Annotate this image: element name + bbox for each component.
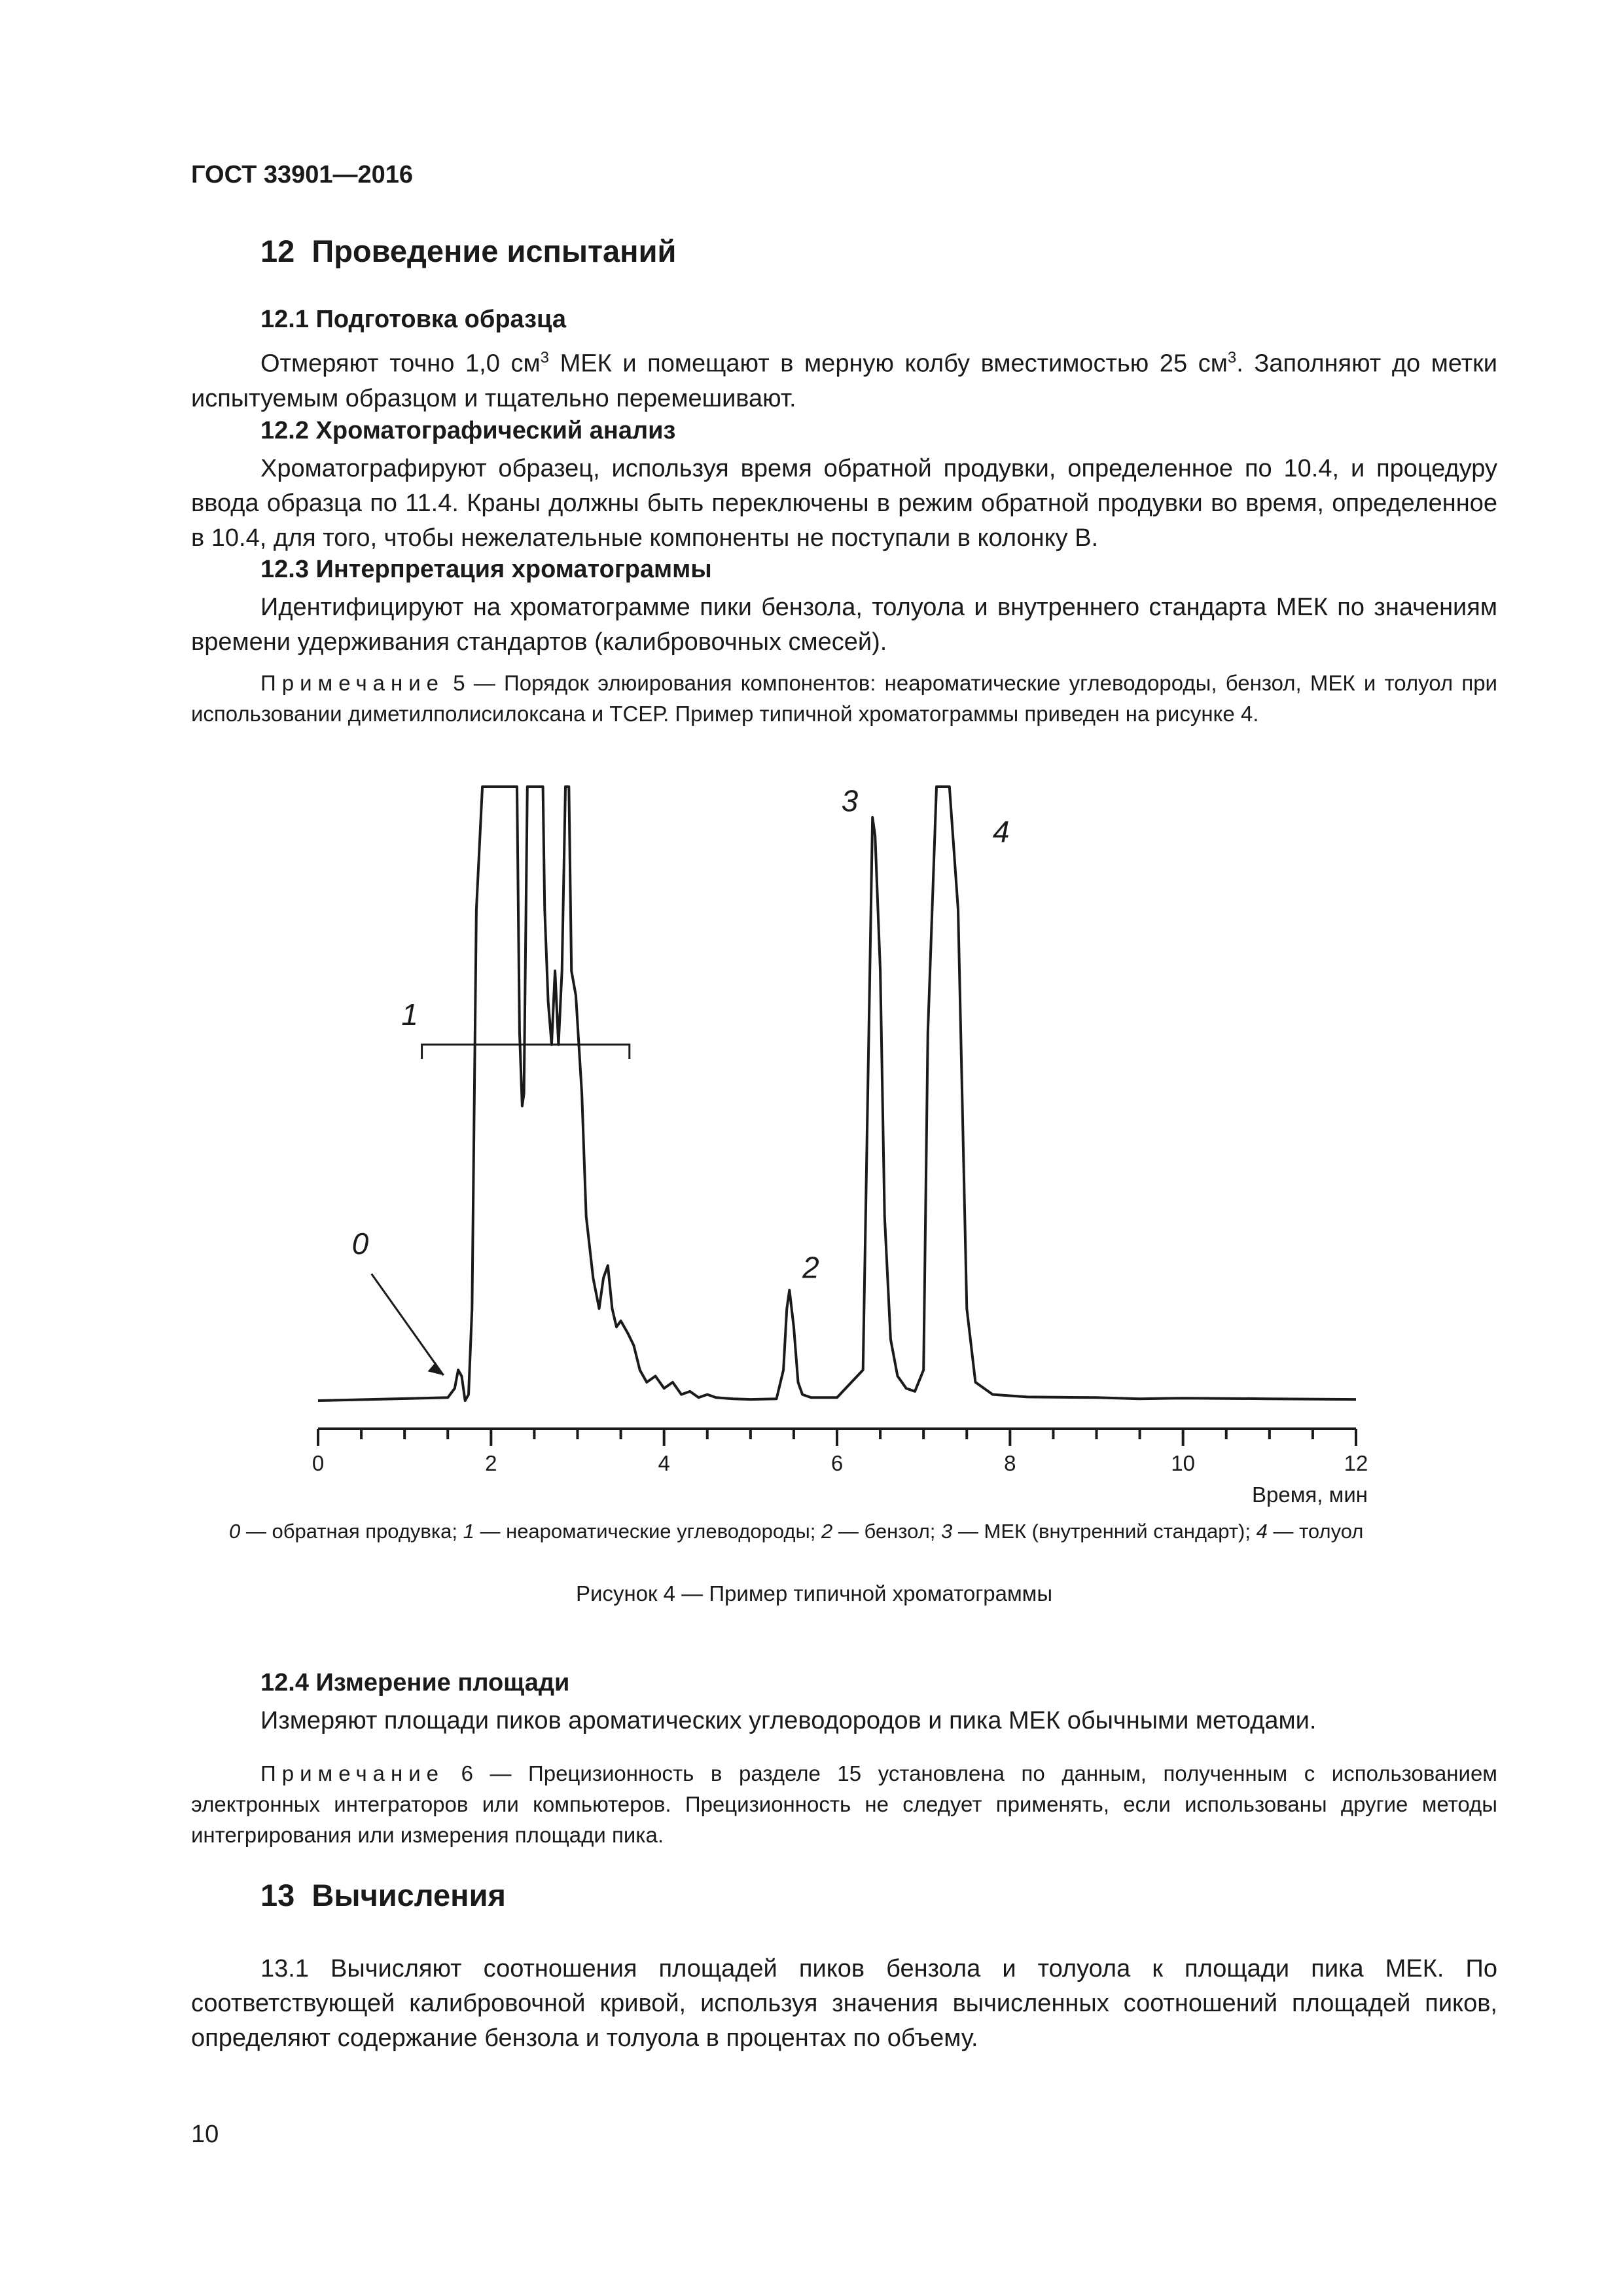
- x-tick-label: 4: [658, 1451, 670, 1475]
- paragraph-12-4: Измеряют площади пиков ароматических углеводородов и пика МЕК обычными методами.: [260, 1707, 1317, 1734]
- note-label: Примечание: [260, 1761, 445, 1785]
- x-tick-label: 10: [1171, 1451, 1196, 1475]
- figure-caption: Рисунок 4 — Пример типичной хроматограммы: [576, 1581, 1053, 1605]
- arrow-head: [428, 1362, 444, 1375]
- p-text: Отмеряют точно 1,0 см: [260, 350, 541, 378]
- p-text: . Заполняют до метки испытуемым образцом и тщательно перемешивают.: [191, 350, 1498, 412]
- x-tick-label: 8: [1004, 1451, 1016, 1475]
- legend-text-0: — обратная продувка;: [240, 1520, 463, 1543]
- superscript: 3: [1227, 349, 1237, 367]
- legend-number-1: 1: [463, 1520, 474, 1543]
- annotation-label: 2: [802, 1250, 819, 1285]
- legend-text-2: — бензол;: [832, 1520, 942, 1543]
- annotations: [352, 784, 1010, 1376]
- note-label: Примечание: [260, 671, 445, 695]
- x-tick-label: 12: [1344, 1451, 1368, 1475]
- legend-number-4: 4: [1256, 1520, 1268, 1543]
- document-code: ГОСТ 33901—2016: [191, 161, 414, 188]
- heading-12-4: 12.4 Измерение площади: [260, 1669, 570, 1696]
- x-tick-label: 2: [485, 1451, 497, 1475]
- x-axis-label: Время, мин: [1252, 1482, 1368, 1507]
- annotation-arrow: [372, 1274, 444, 1375]
- paragraph-12-3: Идентифицируют на хроматограмме пики бензола, толуола и внутреннего стандарта МЕК по значениям времени удерживания стандартов (калибровочных смесей).: [191, 594, 1497, 656]
- legend-text-4: — толуол: [1267, 1520, 1364, 1543]
- x-axis: [312, 1429, 1368, 1507]
- paragraph-12-2: Хроматографируют образец, используя время обратной продувки, определенное по 10.4, и процедуру ввода образца по 11.4. Краны должны быть переключены в режим обратной продувки во время, определенное в 10.4, для того, чтобы нежелательные компоненты не поступали в колонку В.: [191, 455, 1497, 552]
- heading-12-3: 12.3 Интерпретация хроматограммы: [260, 556, 712, 583]
- figure-legend: [229, 1520, 1363, 1543]
- legend-text-1: — неароматические углеводороды;: [474, 1520, 822, 1543]
- heading-12-1: 12.1 Подготовка образца: [260, 306, 566, 333]
- p-text: МЕК и помещают в мерную колбу вместимостью 25 см: [548, 350, 1228, 378]
- x-tick-label: 0: [312, 1451, 325, 1475]
- section-number: 13: [260, 1878, 295, 1912]
- annotation-label: 3: [841, 783, 859, 818]
- heading-12-2: 12.2 Хроматографический анализ: [260, 417, 676, 444]
- legend-number-3: 3: [941, 1520, 953, 1543]
- section-title-text: Проведение испытаний: [312, 234, 677, 268]
- note-6: [191, 1758, 1497, 1850]
- annotation-label: 1: [401, 997, 418, 1031]
- legend-text-3: — МЕК (внутренний стандарт);: [952, 1520, 1257, 1543]
- superscript: 3: [540, 349, 549, 367]
- x-tick-label: 6: [830, 1451, 844, 1475]
- note-text: 6 — Прецизионность в разделе 15 установлена по данным, полученным с использованием электронных интеграторов или компьютеров. Прецизионность не следует применять, если использованы другие методы интегрирования или измерения площади пика.: [191, 1761, 1497, 1847]
- annotation-label: 0: [351, 1227, 369, 1261]
- section-title-text: Вычисления: [312, 1878, 506, 1912]
- page-number: 10: [191, 2121, 219, 2148]
- section-13-title: [260, 1877, 506, 1913]
- annotation-label: 4: [992, 814, 1010, 849]
- section-number: 12: [260, 234, 295, 268]
- legend-number-2: 2: [821, 1520, 833, 1543]
- note-text: 5 — Порядок элюирования компонентов: неароматические углеводороды, бензол, МЕК и толуол при использовании диметилполисилоксана и ТСЕР. Пример типичной хроматограммы приведен на рисунке 4.: [191, 671, 1497, 726]
- legend-number-0: 0: [229, 1520, 241, 1543]
- paragraph-13-1: 13.1 Вычисляют соотношения площадей пиков бензола и толуола к площади пика МЕК. По соответствующей калибровочной кривой, используя значения вычисленных соотношений площадей пиков, определяют содержание бензола и толуола в процентах по объему.: [191, 1955, 1497, 2052]
- chromatogram-trace: [318, 787, 1356, 1401]
